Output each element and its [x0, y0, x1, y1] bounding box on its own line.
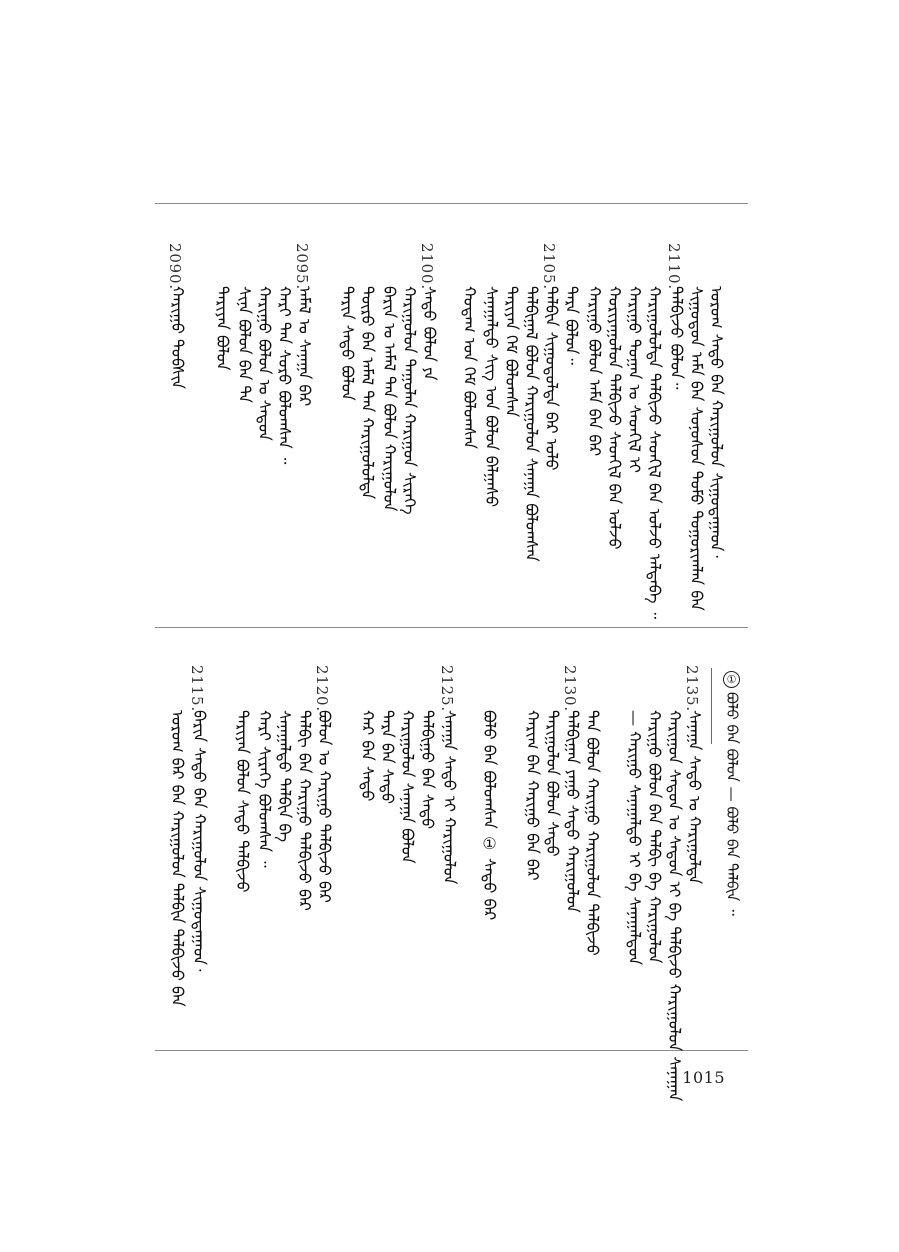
footnote-marker: ① — [723, 671, 740, 688]
line-number-2100: 2100. — [418, 243, 436, 290]
page-number: 1015 — [682, 1068, 725, 1087]
line-number-2115: 2115. — [188, 665, 206, 712]
line-number-2120: 2120. — [313, 665, 331, 712]
top-rule — [155, 203, 748, 204]
middle-rule — [155, 627, 748, 628]
footnote-separator — [711, 668, 712, 744]
line-number-2110: 2110. — [665, 243, 683, 290]
line-number-2125: 2125. — [438, 665, 456, 712]
line-number-2130: 2130. — [561, 665, 579, 712]
footnote-text: ᠪᠣᠯᠤ ᠪᠠᠨ ᠪᠣᠯᠤᠨ — ᠪᠣᠯᠤ ᠪᠠᠨ ᠲᠠᠯᠪᠢᠨ ᠃ — [723, 692, 741, 916]
line-number-2135: 2135. — [683, 665, 701, 712]
line-number-2095: 2095. — [293, 243, 311, 290]
bottom-rule — [155, 1050, 748, 1051]
line-number-2105: 2105. — [540, 243, 558, 290]
line-number-2090: 2090. — [166, 243, 184, 290]
